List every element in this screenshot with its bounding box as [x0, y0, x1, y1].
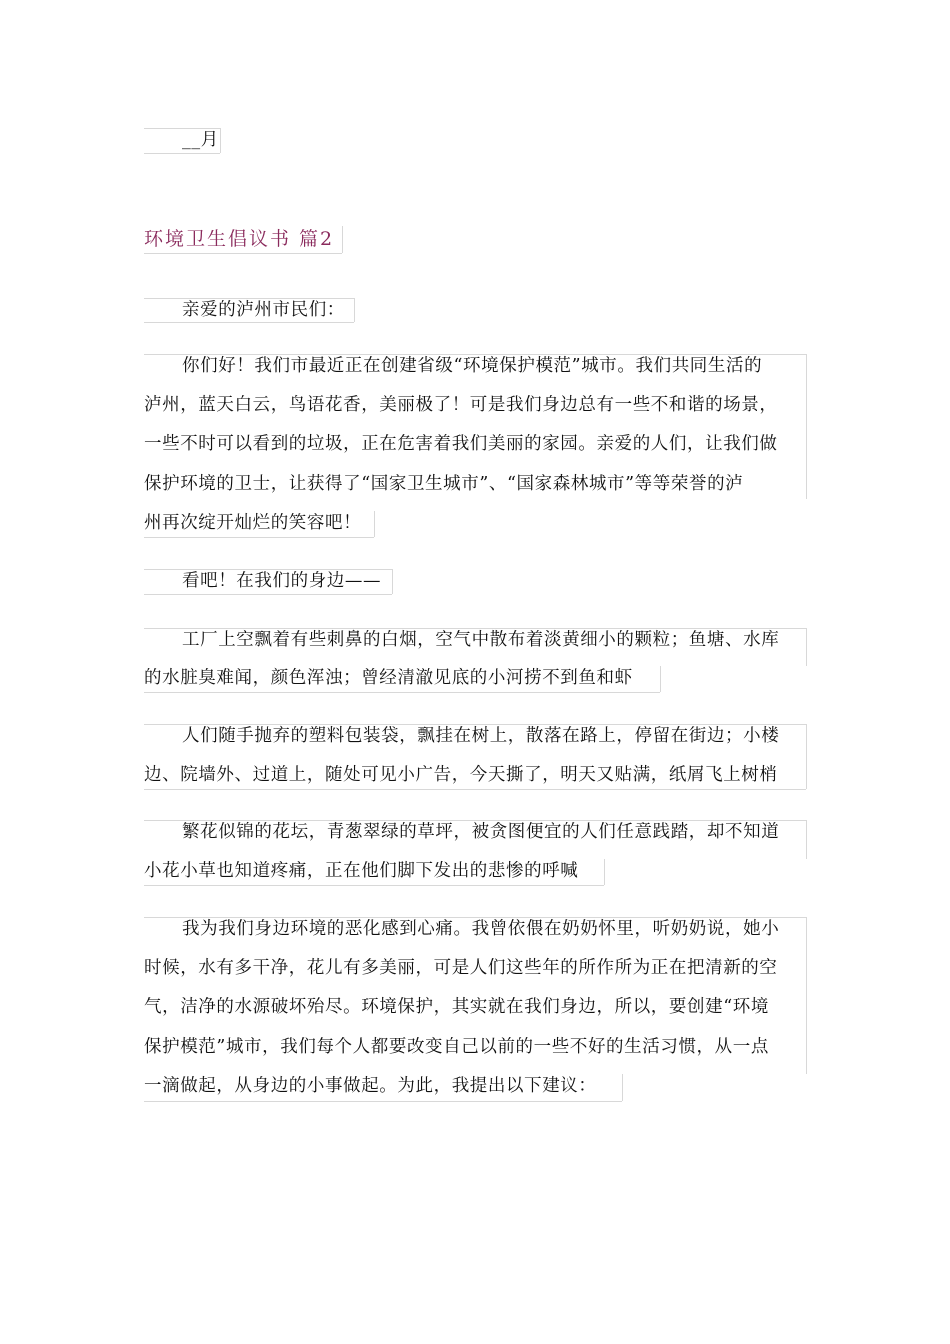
paragraph-line: 保护模范”城市，我们每个人都要改变自己以前的一些不好的生活习惯，从一点 [144, 1037, 769, 1057]
paragraph-line: 保护环境的卫士，让获得了“国家卫生城市”、“国家森林城市”等等荣誉的泸 [144, 474, 744, 494]
salutation: 亲爱的泸州市民们： [182, 300, 345, 320]
paragraph-line: 一些不时可以看到的垃圾，正在危害着我们美丽的家园。亲爱的人们，让我们做 [144, 434, 778, 454]
text-guide [144, 885, 604, 886]
text-guide [342, 226, 343, 253]
text-guide [354, 298, 355, 322]
text-guide [144, 569, 392, 570]
text-guide [604, 859, 605, 885]
text-guide [144, 1101, 622, 1102]
text-guide [144, 628, 806, 629]
text-guide [144, 153, 220, 154]
paragraph-line: 工厂上空飘着有些刺鼻的白烟，空气中散布着淡黄细小的颗粒；鱼塘、水库 [182, 630, 780, 650]
text-guide [806, 354, 807, 499]
text-guide [144, 917, 806, 918]
text-guide [806, 628, 807, 666]
text-guide [806, 820, 807, 859]
text-guide [144, 128, 220, 129]
text-guide [144, 692, 660, 693]
text-guide [806, 724, 807, 789]
text-guide [806, 917, 807, 1074]
date-fragment: __月 [182, 130, 219, 150]
text-guide [220, 128, 221, 153]
text-guide [144, 253, 342, 254]
text-guide [660, 666, 661, 692]
text-guide [144, 724, 806, 725]
text-guide [144, 537, 374, 538]
text-guide [392, 569, 393, 594]
paragraph-line: 看吧！在我们的身边—— [182, 571, 382, 591]
paragraph-line: 我为我们身边环境的恶化感到心痛。我曾依偎在奶奶怀里，听奶奶说，她小 [182, 919, 780, 939]
text-guide [622, 1074, 623, 1101]
paragraph-line: 的水脏臭难闻，颜色浑浊；曾经清澈见底的小河捞不到鱼和虾 [144, 668, 633, 688]
paragraph-line: 州再次绽开灿烂的笑容吧！ [144, 513, 362, 533]
paragraph-line: 一滴做起，从身边的小事做起。为此，我提出以下建议： [144, 1076, 597, 1096]
text-guide [144, 789, 806, 790]
paragraph-line: 边、院墙外、过道上，随处可见小广告，今天撕了，明天又贴满，纸屑飞上树梢 [144, 765, 778, 785]
paragraph-line: 气，洁净的水源破坏殆尽。环境保护，其实就在我们身边，所以，要创建“环境 [144, 997, 769, 1017]
text-guide [144, 354, 806, 355]
text-guide [144, 322, 354, 323]
paragraph-line: 泸州，蓝天白云，鸟语花香，美丽极了！可是我们身边总有一些不和谐的场景， [144, 395, 778, 415]
paragraph-line: 小花小草也知道疼痛，正在他们脚下发出的悲惨的呼喊 [144, 861, 579, 881]
text-guide [144, 298, 354, 299]
paragraph-line: 时候，水有多干净，花儿有多美丽，可是人们这些年的所作所为正在把清新的空 [144, 958, 778, 978]
text-guide [144, 594, 392, 595]
paragraph-line: 人们随手抛弃的塑料包装袋，飘挂在树上，散落在路上，停留在街边；小楼 [182, 726, 780, 746]
text-guide [144, 820, 806, 821]
paragraph-line: 你们好！我们市最近正在创建省级“环境保护模范”城市。我们共同生活的 [182, 356, 763, 376]
paragraph-line: 繁花似锦的花坛，青葱翠绿的草坪，被贪图便宜的人们任意践踏，却不知道 [182, 822, 780, 842]
section-heading: 环境卫生倡议书 篇2 [144, 228, 335, 250]
text-guide [374, 511, 375, 537]
